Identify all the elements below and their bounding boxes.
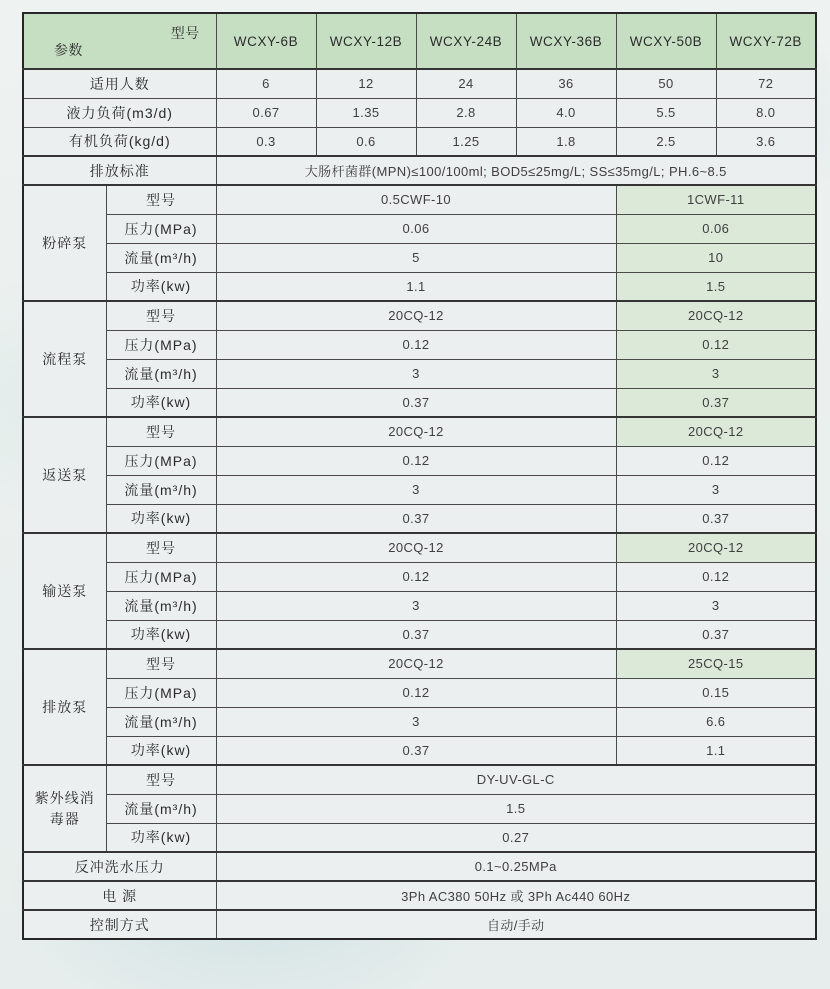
people-value: 50 (616, 69, 716, 98)
row-label-organic-load: 有机负荷(kg/d) (23, 127, 216, 156)
pump-section-transfer (23, 533, 816, 562)
param-label-flow: 流量(m³/h) (106, 707, 216, 736)
discharge-pressure-right: 0.15 (616, 678, 816, 707)
param-label-power: 功率(kw) (106, 272, 216, 301)
param-label-flow: 流量(m³/h) (106, 359, 216, 388)
model-header-wcxy-6b: WCXY-6B (216, 13, 316, 69)
pump-row (23, 562, 816, 591)
process-flow-left: 3 (216, 359, 616, 388)
organic-load-value: 3.6 (716, 127, 816, 156)
crusher-power-right: 1.5 (616, 272, 816, 301)
uv-flow-value: 1.5 (216, 794, 816, 823)
pump-name-discharge: 排放泵 (23, 649, 106, 765)
organic-load-value: 1.25 (416, 127, 516, 156)
row-label-people: 适用人数 (23, 69, 216, 98)
transfer-model-left: 20CQ-12 (216, 533, 616, 562)
return-power-right: 0.37 (616, 504, 816, 533)
discharge-power-right: 1.1 (616, 736, 816, 765)
row-power-supply (23, 881, 816, 910)
param-label-power: 功率(kw) (106, 823, 216, 852)
people-value: 24 (416, 69, 516, 98)
process-pressure-left: 0.12 (216, 330, 616, 359)
row-people (23, 69, 816, 98)
transfer-power-right: 0.37 (616, 620, 816, 649)
uv-sterilizer-name: 紫外线消毒器 (23, 765, 106, 852)
return-pressure-right: 0.12 (616, 446, 816, 475)
corner-param-label: 参数 (54, 42, 83, 58)
crusher-pressure-right: 0.06 (616, 214, 816, 243)
return-flow-left: 3 (216, 475, 616, 504)
transfer-flow-left: 3 (216, 591, 616, 620)
uv-row (23, 823, 816, 852)
param-label-model: 型号 (106, 765, 216, 794)
pump-row (23, 678, 816, 707)
return-power-left: 0.37 (216, 504, 616, 533)
pump-name-process: 流程泵 (23, 301, 106, 417)
pump-section-process (23, 301, 816, 330)
process-model-right: 20CQ-12 (616, 301, 816, 330)
crusher-power-left: 1.1 (216, 272, 616, 301)
crusher-flow-right: 10 (616, 243, 816, 272)
hydraulic-load-value: 4.0 (516, 98, 616, 127)
pump-row (23, 504, 816, 533)
control-mode-value: 自动/手动 (216, 910, 816, 939)
process-pressure-right: 0.12 (616, 330, 816, 359)
organic-load-value: 1.8 (516, 127, 616, 156)
param-label-model: 型号 (106, 185, 216, 214)
model-header-wcxy-36b: WCXY-36B (516, 13, 616, 69)
param-label-flow: 流量(m³/h) (106, 475, 216, 504)
param-label-model: 型号 (106, 533, 216, 562)
process-flow-right: 3 (616, 359, 816, 388)
param-label-pressure: 压力(MPa) (106, 446, 216, 475)
discharge-flow-left: 3 (216, 707, 616, 736)
crusher-model-right: 1CWF-11 (616, 185, 816, 214)
return-pressure-left: 0.12 (216, 446, 616, 475)
model-header-wcxy-24b: WCXY-24B (416, 13, 516, 69)
transfer-flow-right: 3 (616, 591, 816, 620)
pump-row (23, 591, 816, 620)
header-row (23, 13, 816, 69)
row-label-discharge-standard: 排放标准 (23, 156, 216, 185)
param-label-pressure: 压力(MPa) (106, 330, 216, 359)
crusher-pressure-left: 0.06 (216, 214, 616, 243)
param-label-power: 功率(kw) (106, 620, 216, 649)
people-value: 36 (516, 69, 616, 98)
spec-table (22, 12, 817, 940)
process-model-left: 20CQ-12 (216, 301, 616, 330)
param-label-pressure: 压力(MPa) (106, 214, 216, 243)
row-organic-load (23, 127, 816, 156)
model-header-wcxy-50b: WCXY-50B (616, 13, 716, 69)
organic-load-value: 0.6 (316, 127, 416, 156)
hydraulic-load-value: 2.8 (416, 98, 516, 127)
pump-name-transfer: 输送泵 (23, 533, 106, 649)
crusher-model-left: 0.5CWF-10 (216, 185, 616, 214)
uv-power-value: 0.27 (216, 823, 816, 852)
pump-row (23, 620, 816, 649)
row-label-power-supply: 电 源 (23, 881, 216, 910)
param-label-flow: 流量(m³/h) (106, 591, 216, 620)
pump-row (23, 359, 816, 388)
pump-row (23, 272, 816, 301)
param-label-pressure: 压力(MPa) (106, 562, 216, 591)
discharge-standard-value: 大肠杆菌群(MPN)≤100/100ml; BOD5≤25mg/L; SS≤35mg/L; PH.6~8.5 (216, 156, 816, 185)
process-power-left: 0.37 (216, 388, 616, 417)
row-label-control-mode: 控制方式 (23, 910, 216, 939)
discharge-model-right: 25CQ-15 (616, 649, 816, 678)
organic-load-value: 2.5 (616, 127, 716, 156)
transfer-pressure-left: 0.12 (216, 562, 616, 591)
row-hydraulic-load (23, 98, 816, 127)
param-label-flow: 流量(m³/h) (106, 794, 216, 823)
pump-row (23, 330, 816, 359)
param-label-pressure: 压力(MPa) (106, 678, 216, 707)
transfer-model-right: 20CQ-12 (616, 533, 816, 562)
model-header-wcxy-72b: WCXY-72B (716, 13, 816, 69)
pump-section-discharge (23, 649, 816, 678)
backwash-pressure-value: 0.1~0.25MPa (216, 852, 816, 881)
param-label-power: 功率(kw) (106, 388, 216, 417)
people-value: 6 (216, 69, 316, 98)
uv-sterilizer-section (23, 765, 816, 794)
people-value: 72 (716, 69, 816, 98)
power-supply-value: 3Ph AC380 50Hz 或 3Ph Ac440 60Hz (216, 881, 816, 910)
row-discharge-standard (23, 156, 816, 185)
hydraulic-load-value: 1.35 (316, 98, 416, 127)
pump-row (23, 707, 816, 736)
row-label-hydraulic-load: 液力负荷(m3/d) (23, 98, 216, 127)
organic-load-value: 0.3 (216, 127, 316, 156)
pump-name-return: 返送泵 (23, 417, 106, 533)
transfer-pressure-right: 0.12 (616, 562, 816, 591)
discharge-flow-right: 6.6 (616, 707, 816, 736)
hydraulic-load-value: 0.67 (216, 98, 316, 127)
param-label-model: 型号 (106, 649, 216, 678)
row-backwash-pressure (23, 852, 816, 881)
corner-model-label: 型号 (170, 25, 200, 41)
row-label-backwash-pressure: 反冲洗水压力 (23, 852, 216, 881)
uv-model-value: DY-UV-GL-C (216, 765, 816, 794)
uv-row (23, 794, 816, 823)
transfer-power-left: 0.37 (216, 620, 616, 649)
pump-row (23, 243, 816, 272)
crusher-flow-left: 5 (216, 243, 616, 272)
param-label-model: 型号 (106, 417, 216, 446)
discharge-power-left: 0.37 (216, 736, 616, 765)
pump-row (23, 736, 816, 765)
param-label-power: 功率(kw) (106, 504, 216, 533)
return-model-left: 20CQ-12 (216, 417, 616, 446)
model-header-wcxy-12b: WCXY-12B (316, 13, 416, 69)
hydraulic-load-value: 5.5 (616, 98, 716, 127)
pump-name-crusher: 粉碎泵 (23, 185, 106, 301)
process-power-right: 0.37 (616, 388, 816, 417)
param-label-flow: 流量(m³/h) (106, 243, 216, 272)
pump-row (23, 446, 816, 475)
corner-cell (23, 13, 216, 69)
pump-section-crusher (23, 185, 816, 214)
pump-row (23, 388, 816, 417)
row-control-mode (23, 910, 816, 939)
pump-section-return (23, 417, 816, 446)
discharge-model-left: 20CQ-12 (216, 649, 616, 678)
return-model-right: 20CQ-12 (616, 417, 816, 446)
return-flow-right: 3 (616, 475, 816, 504)
hydraulic-load-value: 8.0 (716, 98, 816, 127)
param-label-model: 型号 (106, 301, 216, 330)
param-label-power: 功率(kw) (106, 736, 216, 765)
pump-row (23, 475, 816, 504)
people-value: 12 (316, 69, 416, 98)
discharge-pressure-left: 0.12 (216, 678, 616, 707)
pump-row (23, 214, 816, 243)
